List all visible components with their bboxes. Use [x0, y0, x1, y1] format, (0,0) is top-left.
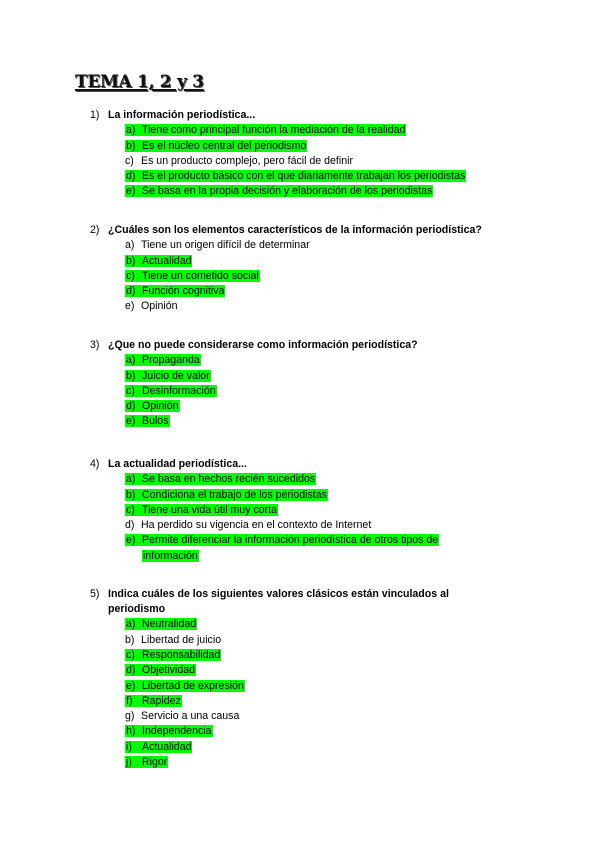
answer-letter: f): [126, 694, 133, 707]
answer-option-a: [125, 472, 530, 487]
answer-letter: d): [126, 285, 136, 298]
answer-option-b: [125, 633, 500, 648]
answer-list: [90, 123, 530, 199]
question-text: ¿Cuáles son los elementos característicos de la información periodística?: [108, 224, 482, 236]
answer-letter: d): [126, 664, 136, 677]
answer-option-d: [125, 663, 500, 678]
answer-option-c: [125, 154, 530, 169]
answer-letter: d): [126, 400, 136, 413]
answer-letter: c): [126, 269, 135, 282]
answer-option-d: [125, 169, 530, 184]
answer-letter: a): [125, 239, 135, 252]
answer-letter: c): [126, 649, 135, 661]
answer-letter: b): [125, 633, 135, 646]
question-text: ¿Que no puede considerarse como información periodística?: [108, 339, 418, 351]
answer-option-c: [125, 384, 530, 399]
answer-letter: b): [126, 254, 136, 267]
answer-option-e: [125, 414, 530, 429]
answer-option-a: [125, 123, 530, 138]
answer-option-c: [125, 648, 500, 663]
answer-text: Objetividad: [142, 664, 195, 677]
answer-text: Neutralidad: [142, 618, 197, 631]
answer-text: Es el núcleo central del periodismo: [142, 139, 307, 152]
question-number: 1): [90, 109, 100, 121]
answer-option-e: [125, 533, 530, 564]
question-number: 2): [90, 224, 100, 236]
answer-text: Se basa en hechos recién sucedidos: [142, 473, 316, 486]
answer-letter: a): [126, 354, 136, 367]
answer-text-continuation: información: [143, 549, 198, 562]
question-header: [90, 108, 530, 123]
answer-text: Responsabilidad: [142, 649, 221, 661]
question-text: La información periodística...: [108, 109, 256, 121]
question-text: Indica cuáles de los siguientes valores clásicos están vinculados al periodismo: [108, 588, 449, 616]
answer-text: Es el producto básico con el que diariamente trabajan los periodistas: [142, 170, 466, 183]
answer-text: Tiene una vida útil muy corta: [142, 503, 278, 516]
answer-option-g: [125, 709, 500, 724]
answer-letter: c): [126, 503, 135, 516]
question-2: [90, 223, 540, 315]
question-header: [90, 223, 540, 238]
answer-text: Actualidad: [142, 254, 192, 267]
question-text: La actualidad periodística...: [108, 458, 247, 470]
answer-letter: a): [126, 124, 136, 137]
answer-text: Independencia: [142, 725, 212, 738]
question-number: 3): [90, 339, 100, 351]
answer-letter: j): [126, 756, 132, 769]
answer-option-d: [125, 518, 530, 533]
answer-option-e: [125, 184, 530, 199]
answer-text: Libertad de juicio: [141, 633, 222, 646]
answer-letter: a): [126, 473, 136, 486]
answer-option-e: [125, 299, 540, 314]
answer-text: Opinión: [142, 400, 179, 413]
answer-option-a: [125, 238, 540, 253]
answer-letter: a): [126, 618, 136, 631]
answer-option-j: [125, 755, 500, 770]
answer-text: Tiene un cometido social: [142, 269, 259, 282]
answer-text: Servicio a una causa: [141, 710, 240, 723]
answer-text: Es un producto complejo, pero fácil de definir: [141, 154, 353, 167]
answer-letter: d): [126, 170, 136, 183]
question-header: [90, 338, 530, 353]
answer-letter: b): [126, 488, 136, 501]
answer-list: [90, 353, 530, 429]
answer-letter: c): [126, 384, 135, 397]
answer-text: Desinformación: [142, 384, 216, 397]
answer-text: Se basa en la propia decisión y elaboración de los periodistas: [142, 185, 433, 198]
question-1: [90, 108, 530, 200]
answer-option-b: [125, 369, 530, 384]
answer-text: Condiciona el trabajo de los periodistas: [142, 488, 327, 501]
answer-letter: c): [125, 154, 134, 167]
answer-letter: e): [125, 300, 135, 313]
answer-letter: i): [126, 740, 132, 753]
answer-letter: g): [125, 710, 135, 723]
answer-option-b: [125, 254, 540, 269]
answer-list: [90, 617, 500, 770]
answer-text: Propaganda: [142, 354, 200, 367]
answer-text: Tiene un origen difícil de determinar: [141, 239, 310, 252]
answer-text: Libertad de expresión: [142, 679, 244, 692]
answer-option-i: [125, 740, 500, 755]
answer-text: Actualidad: [142, 740, 192, 753]
answer-text: Tiene como principal función la mediación de la realidad: [142, 124, 406, 137]
answer-option-c: [125, 269, 540, 284]
question-header: [90, 457, 530, 472]
answer-text: Opinión: [141, 300, 178, 313]
answer-option-h: [125, 724, 500, 739]
answer-letter: e): [126, 415, 136, 428]
answer-option-a: [125, 617, 500, 632]
question-header: [90, 587, 500, 617]
answer-list: [90, 472, 530, 564]
answer-option-d: [125, 284, 540, 299]
answer-letter: e): [126, 679, 136, 692]
answer-option-b: [125, 139, 530, 154]
answer-option-e: [125, 679, 500, 694]
answer-text: Permite diferenciar la información periodística de otros tipos de: [142, 534, 439, 547]
document-title: TEMA 1, 2 y 3: [75, 72, 204, 92]
answer-text: Rigor: [142, 756, 168, 769]
answer-option-f: [125, 694, 500, 709]
answer-list: [90, 238, 540, 314]
question-5: [90, 587, 500, 770]
answer-option-c: [125, 503, 530, 518]
answer-option-d: [125, 399, 530, 414]
answer-letter: e): [126, 185, 136, 198]
question-number: 5): [90, 588, 100, 600]
question-number: 4): [90, 458, 100, 470]
answer-text: Ha perdido su vigencia en el contexto de Internet: [141, 519, 372, 532]
question-4: [90, 457, 530, 564]
answer-text: Juicio de valor: [142, 369, 210, 382]
question-3: [90, 338, 530, 430]
answer-letter: b): [126, 369, 136, 382]
answer-option-b: [125, 488, 530, 503]
answer-text: Función cognitiva: [142, 285, 225, 298]
answer-letter: d): [125, 519, 135, 532]
answer-text: Bulos: [142, 415, 169, 428]
answer-letter: e): [126, 534, 136, 547]
answer-option-a: [125, 353, 530, 368]
answer-letter: b): [126, 139, 136, 152]
answer-letter: h): [126, 725, 136, 738]
answer-text: Rapidez: [142, 694, 181, 707]
